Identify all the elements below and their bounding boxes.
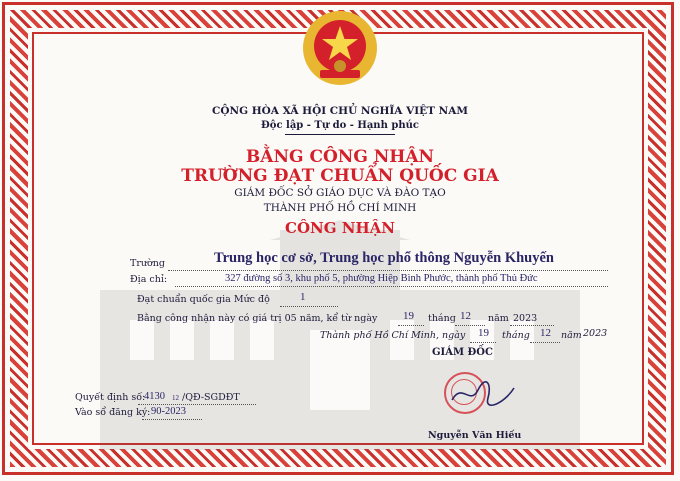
validity-day: 19 xyxy=(403,310,414,322)
dateline-year: 2023 xyxy=(583,328,608,339)
decision-label: Quyết định số: xyxy=(75,392,146,403)
register-value: 90-2023 xyxy=(151,406,186,417)
address-dotline xyxy=(175,286,608,287)
decision-number: 4130 xyxy=(144,391,165,402)
signature-icon xyxy=(448,378,518,408)
level-value: 1 xyxy=(300,291,306,303)
level-dotline xyxy=(280,306,338,307)
validity-month: 12 xyxy=(460,310,471,322)
decision-sup: 12 xyxy=(172,394,179,402)
validity-year-dotline xyxy=(510,325,554,326)
motto: Độc lập - Tự do - Hạnh phúc xyxy=(261,120,419,131)
validity-label: Bằng công nhận này có giá trị 05 năm, kể từ ngày xyxy=(137,313,378,324)
recognize-heading: CÔNG NHẬN xyxy=(285,219,395,237)
school-label: Trường xyxy=(130,258,165,269)
title-line2: TRƯỜNG ĐẠT CHUẨN QUỐC GIA xyxy=(181,166,499,186)
title-line1: BẰNG CÔNG NHẬN xyxy=(245,147,435,167)
signer-name: Nguyễn Văn Hiếu xyxy=(428,430,522,441)
validity-day-dotline xyxy=(398,325,424,326)
decision-dotline xyxy=(138,404,256,405)
dateline-day-dotline xyxy=(470,342,496,343)
motto-underline xyxy=(285,134,395,135)
decision-suffix: /QĐ-SGDĐT xyxy=(182,392,240,403)
issuer-line2: THÀNH PHỐ HỒ CHÍ MINH xyxy=(263,202,417,214)
validity-month-dotline xyxy=(455,325,485,326)
address-label: Địa chỉ: xyxy=(130,274,168,285)
school-dotline xyxy=(168,270,608,271)
validity-year: 2023 xyxy=(513,313,538,324)
issuer-line1: GIÁM ĐỐC SỞ GIÁO DỤC VÀ ĐÀO TẠO xyxy=(234,187,446,199)
dateline-month-dotline xyxy=(530,342,560,343)
dateline-day: 19 xyxy=(478,327,489,339)
dateline-thang: tháng xyxy=(502,330,530,341)
dateline-nam: năm xyxy=(561,330,582,341)
validity-nam: năm xyxy=(488,313,509,324)
address-value: 327 đường số 3, khu phố 5, phường Hiệp Bình Phước, thành phố Thủ Đức xyxy=(225,273,538,284)
country-name: CỘNG HÒA XÃ HỘI CHỦ NGHĨA VIỆT NAM xyxy=(212,105,468,117)
school-name: Trung học cơ sở, Trung học phổ thông Nguyễn Khuyến xyxy=(214,250,554,266)
dateline-prefix: Thành phố Hồ Chí Minh, ngày xyxy=(320,330,466,341)
level-label: Đạt chuẩn quốc gia Mức độ xyxy=(137,294,270,305)
dateline-month: 12 xyxy=(540,327,551,339)
validity-thang: tháng xyxy=(428,313,456,324)
register-label: Vào sổ đăng ký: xyxy=(75,407,151,418)
national-emblem-icon xyxy=(300,8,380,88)
signer-title: GIÁM ĐỐC xyxy=(432,347,493,358)
register-dotline xyxy=(142,419,202,420)
